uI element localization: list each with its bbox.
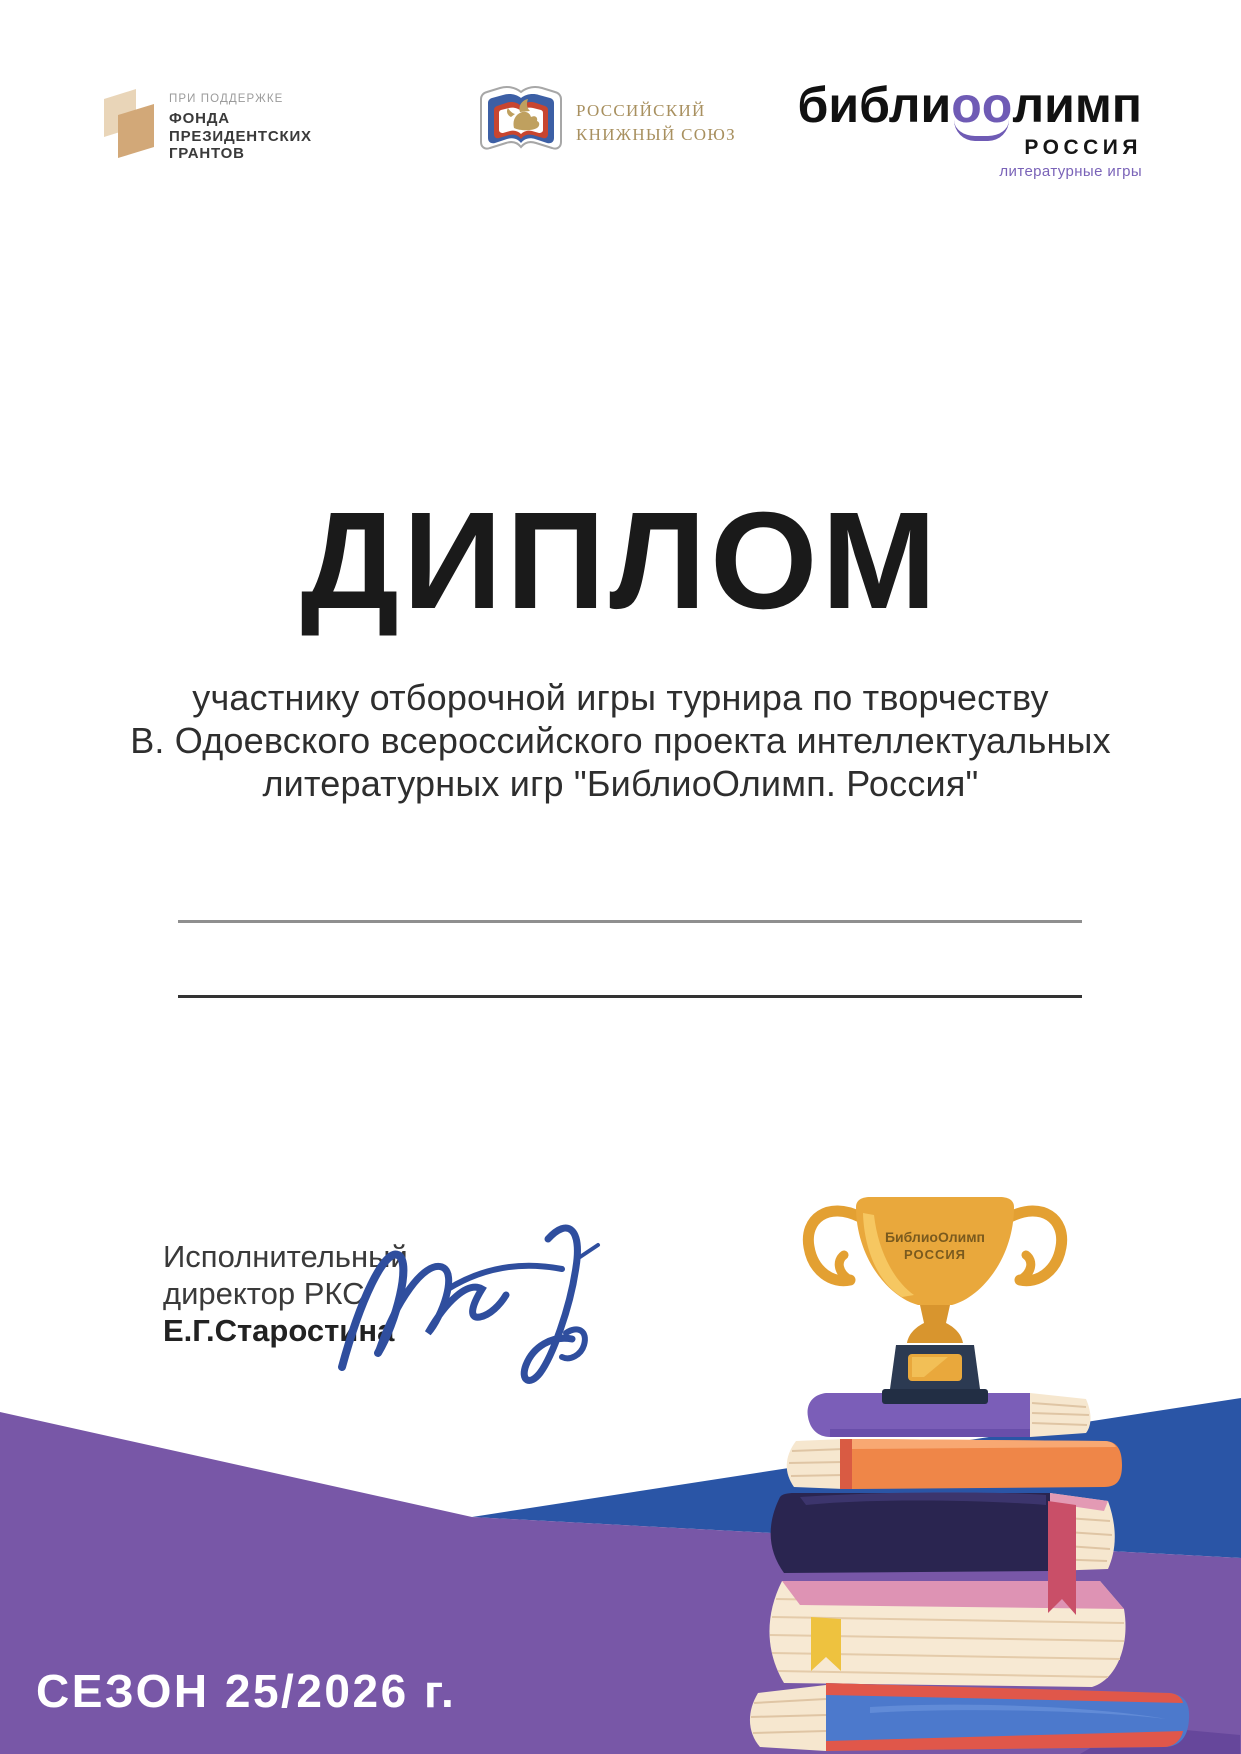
open-book-icon (480, 84, 562, 162)
body-line: В. Одоевского всероссийского проекта интеллектуальных (130, 720, 1111, 761)
signature-image (330, 1205, 615, 1400)
book-blue (750, 1683, 1189, 1751)
pgf-line: ФОНДА (169, 110, 230, 127)
book-orange (787, 1439, 1122, 1489)
ribbon-bookmark (1048, 1501, 1076, 1615)
recipient-name-line (178, 920, 1082, 923)
rks-line: РОССИЙСКИЙ (576, 101, 706, 120)
wordmark-eyes: оо (951, 77, 1013, 133)
signatory-role-line: директор РКС (163, 1276, 365, 1311)
presidential-grants-fund-icon (103, 85, 155, 161)
wordmark-prefix: библи (797, 77, 952, 133)
pgf-support-label: ПРИ ПОДДЕРЖКЕ (169, 93, 284, 105)
russian-book-union-logo (480, 84, 736, 162)
rks-text (576, 99, 736, 147)
trophy-books-illustration (630, 1185, 1240, 1754)
body-line: участнику отборочной игры турнира по творчеству (192, 677, 1049, 718)
biblioolymp-country: РОССИЯ (1024, 136, 1142, 159)
pgf-line: ПРЕЗИДЕНТСКИХ (169, 127, 312, 145)
diploma-body (0, 676, 1241, 805)
recipient-name-line-2 (178, 995, 1082, 998)
signatory-role-line: Исполнительный (163, 1239, 408, 1274)
season-label: СЕЗОН 25/2026 г. (36, 1665, 457, 1717)
biblioolymp-logo (797, 77, 1142, 180)
signatory-name: Е.Г.Старостина (163, 1313, 395, 1348)
rks-line: КНИЖНЫЙ СОЮЗ (576, 125, 736, 144)
smiley-oo (951, 77, 1013, 133)
body-line: литературных игр "БиблиоОлимп. Россия" (262, 763, 979, 804)
trophy-icon (808, 1197, 1061, 1404)
pgf-text (169, 85, 312, 163)
presidential-grants-fund-logo (103, 85, 312, 163)
trophy-engraving-line1: БиблиоОлимп (884, 1229, 986, 1245)
wordmark-suffix: лимп (1012, 77, 1142, 133)
diploma-title: ДИПЛОМ (300, 484, 941, 638)
trophy-engraving-line2: РОССИЯ (903, 1247, 967, 1262)
biblioolymp-wordmark (797, 77, 1142, 133)
pgf-line: ГРАНТОВ (169, 145, 245, 162)
smile-icon (954, 120, 1009, 141)
biblioolymp-tagline: литературные игры (999, 163, 1142, 180)
